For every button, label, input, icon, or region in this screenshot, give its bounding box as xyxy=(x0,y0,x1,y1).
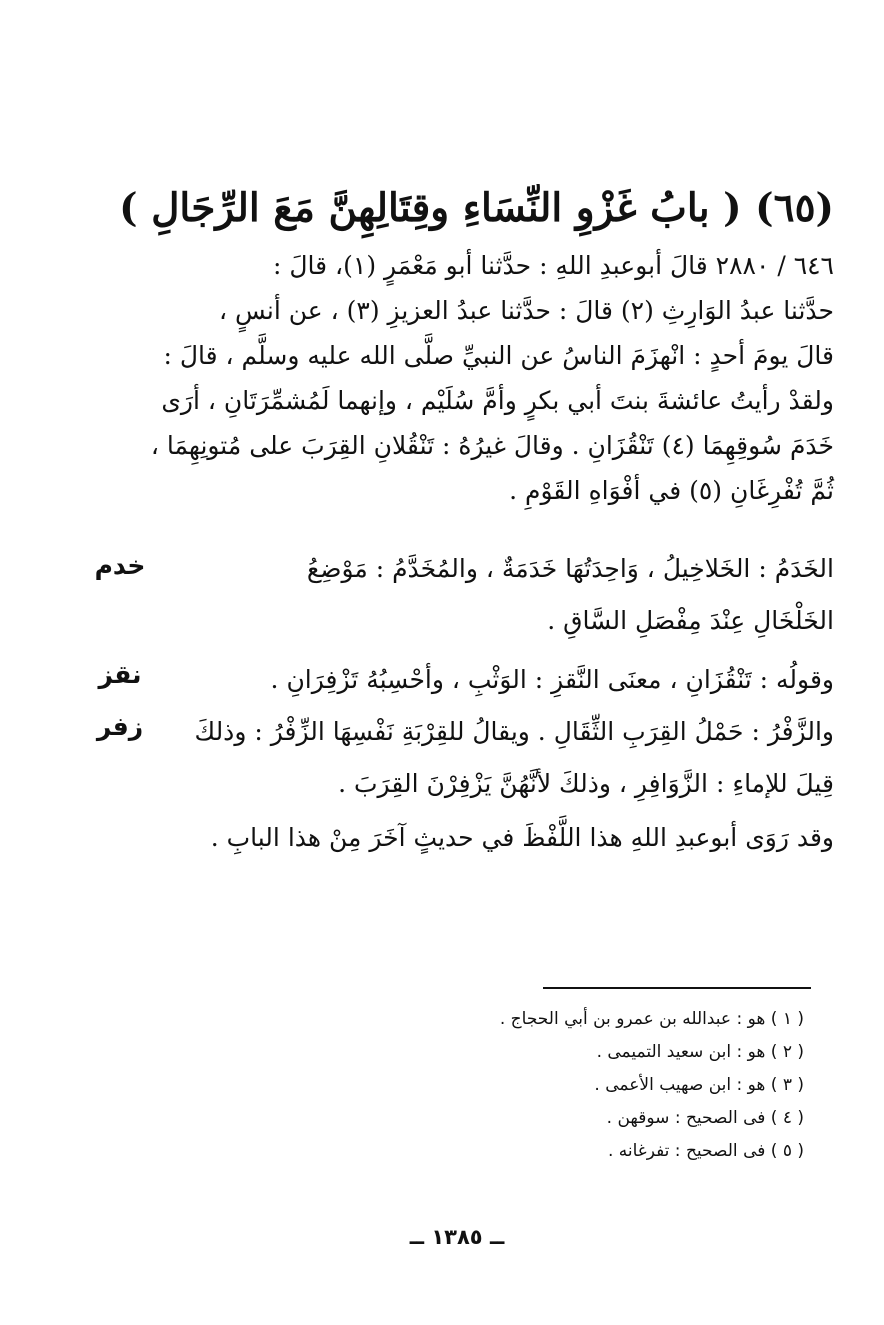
gloss-line: الخَلْخَالِ عِنْدَ مِفْصَلِ السَّاقِ . xyxy=(547,606,834,635)
hadith-line: قالَ يومَ أحدٍ : انْهزَمَ الناسُ عن النبيِّ صلَّى الله عليه وسلَّم ، قالَ : xyxy=(163,341,834,370)
hadith-line: ولقدْ رأيتُ عائشةَ بنتَ أبي بكرٍ وأمَّ سُلَيْم ، وإنهما لَمُشمِّرَتَانِ ، أرَى xyxy=(161,386,834,415)
footnote-item: ( ٣ ) هو : ابن صهيب الأعمى . xyxy=(594,1075,804,1095)
hadith-line: خَدَمَ سُوقِهِمَا (٤) تَنْقُزَانِ . وقالَ غيرُهُ : تَنْقُلانِ القِرَبَ على مُتونِهِمَا ، xyxy=(150,431,834,460)
closing-line: وقد رَوَى أبوعبدِ اللهِ هذا اللَّفْظَ في حديثٍ آخَرَ مِنْ هذا البابِ . xyxy=(210,823,834,852)
page-number: ــ ١٣٨٥ ــ xyxy=(409,1225,505,1249)
hadith-text xyxy=(144,243,834,513)
footnote-item: ( ٥ ) فى الصحيح : تفرغانه . xyxy=(607,1141,804,1161)
chapter-heading: (٦٥) ( بابُ غَزْوِ النِّسَاءِ وقِتَالِهِنَّ مَعَ الرِّجَالِ ) xyxy=(119,185,834,231)
footnote-item: ( ٢ ) هو : ابن سعيد التميمى . xyxy=(596,1042,804,1062)
footnotes xyxy=(374,1003,804,1168)
gloss-line: الخَدَمُ : الخَلاخِيلُ ، وَاحِدَتُهَا خَدَمَةٌ ، والمُخَدَّمُ : مَوْضِعُ xyxy=(306,554,834,583)
gloss-naqz xyxy=(144,654,834,810)
footnote-item: ( ٤ ) فى الصحيح : سوقهن . xyxy=(606,1108,804,1128)
gloss-line: والزَّفْرُ : حَمْلُ القِرَبِ الثِّقَالِ . ويقالُ للقِرْبَةِ نَفْسِهَا الزِّفْرُ : وذلكَ xyxy=(194,717,834,746)
gloss-khadam xyxy=(144,543,834,647)
margin-word-zafr: زفر xyxy=(96,712,144,741)
hadith-line: ثُمَّ تُفْرِغَانِ (٥) في أفْوَاهِ القَوْمِ . xyxy=(509,476,834,505)
hadith-line: ٦٤٦ / ٢٨٨٠ قالَ أبوعبدِ اللهِ : حدَّثنا أبو مَعْمَرٍ (١)، قالَ : xyxy=(273,251,834,280)
margin-word-naqz: نقز xyxy=(98,660,142,689)
gloss-line: قِيلَ للإماءِ : الزَّوَافِرِ ، وذلكَ لأنَّهُنَّ يَزْفِرْنَ القِرَبَ . xyxy=(338,769,834,798)
hadith-line: حدَّثنا عبدُ الوَارِثِ (٢) قالَ : حدَّثنا عبدُ العزيزِ (٣) ، عن أنسٍ ، xyxy=(219,296,834,325)
gloss-line: وقولُه : تَنْقُزَانِ ، معنَى النَّقزِ : الوَثْبِ ، وأحْسِبُهُ تَزْفِرَانِ . xyxy=(270,665,834,694)
footnote-divider xyxy=(543,987,811,989)
footnote-item: ( ١ ) هو : عبدالله بن عمرو بن أبي الحجاج . xyxy=(499,1009,804,1029)
margin-word-khadam: خدم xyxy=(94,551,146,580)
